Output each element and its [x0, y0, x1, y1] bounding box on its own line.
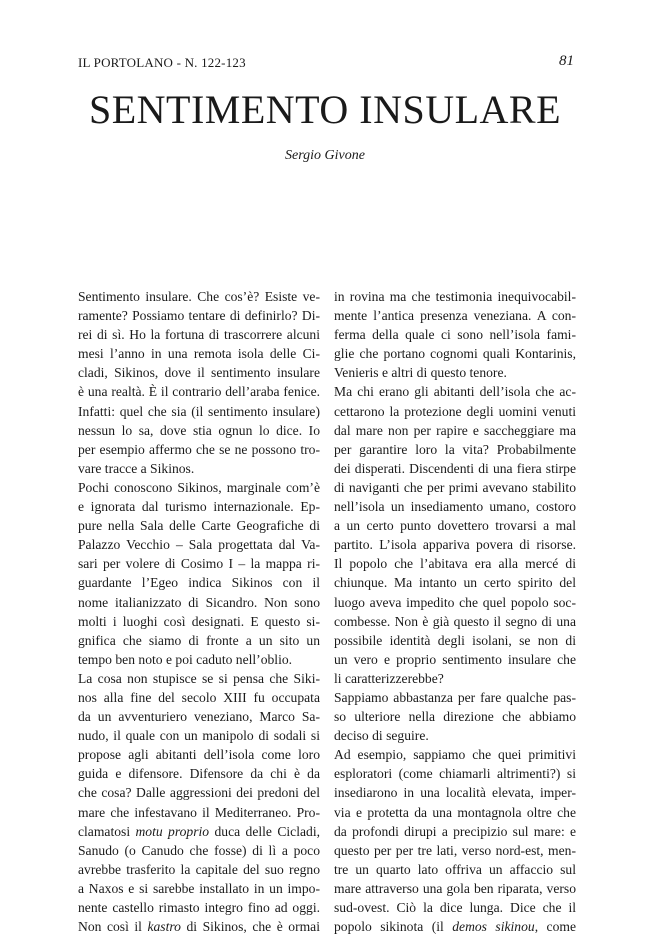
text-line: di naviganti che per primi avevano stabilito	[334, 479, 576, 495]
text-line: cladi, Sikinos, dove il sentimento insulare	[78, 365, 320, 381]
text-line: da profondi dirupi a precipizio sul mare: e	[334, 823, 576, 839]
text-line: nell’isola un insediamento umano, costoro	[334, 499, 576, 515]
text-line: pure nella Sala delle Carte Geografiche di	[78, 518, 320, 534]
text-line: Sentimento insulare. Che cos’è? Esiste ve-	[78, 289, 320, 304]
text-line: cettarono la protezione degli uomini venuti	[334, 403, 576, 419]
text-line: Sanudo (o Canudo che fosse) di lì a poco	[78, 842, 320, 858]
text-line: mente l’antica presenza veneziana. A con-	[334, 308, 576, 324]
text-line: da un avventuriero veneziano, Marco Sa-	[78, 709, 320, 725]
text-line: avrebbe trasferito la capitale del suo regno	[78, 861, 320, 877]
text-line: Infatti: quel che sia (il sentimento insulare)	[78, 403, 320, 419]
text-line: che cosa? Dalle aggressioni dei predoni del	[78, 785, 320, 801]
text-line: Sappiamo abbastanza per fare qualche pas-	[334, 689, 576, 705]
text-line: nos alla fine del secolo XIII fu occupata	[78, 689, 320, 705]
text-line: vare tracce a Sikinos.	[78, 460, 195, 476]
text-line: nome italianizzato di Sicandro. Non sono	[78, 594, 320, 610]
text-line: dal mare non per rapire e saccheggiare ma	[334, 422, 576, 438]
text-line: rei di sì. Ho la fortuna di trascorrere alcuni	[78, 327, 320, 343]
text-line: e ignorata dal turismo internazionale. Ep-	[78, 499, 320, 515]
page-number: 81	[559, 53, 574, 69]
text-line: per garantire loro la vita? Probabilmente	[334, 441, 576, 457]
text-line: popolo sikinota (il demos sikinou, come	[334, 919, 576, 935]
text-line: glie che portano cognomi quali Kontarinis,	[334, 346, 576, 362]
text-line: Ad esempio, sappiamo che quei primitivi	[334, 747, 576, 763]
text-line: La cosa non stupisce se si pensa che Siki-	[78, 670, 320, 686]
text-line: luogo aveva impedito che quel popolo soc-	[334, 594, 576, 610]
text-line: tempo ben noto e poi caduto nell’oblio.	[78, 651, 293, 667]
text-line: nudo, il quale con un manipolo di sodali si	[78, 728, 320, 744]
text-line: via e protetta da una montagnola oltre che	[334, 804, 576, 820]
text-line: ramente? Possiamo tentare di definirlo? Di-	[78, 308, 320, 324]
text-line: Non così il kastro di Sikinos, che è ormai	[78, 919, 320, 935]
article-author: Sergio Givone	[285, 148, 365, 163]
text-line: mare attraverso una gola ben riparata, verso	[334, 880, 576, 896]
text-line: Palazzo Vecchio – Sala progettata dal Va-	[78, 537, 320, 553]
text-line: chiunque. Ma intanto un certo spirito del	[334, 575, 576, 591]
text-line: Pochi conoscono Sikinos, marginale com’è	[78, 479, 320, 495]
text-line: tre un quarto lato offriva un affaccio sul	[334, 861, 576, 877]
right-text-column	[334, 287, 576, 936]
text-line: un vero e proprio sentimento insulare che	[334, 651, 576, 667]
text-line: deciso di seguire.	[334, 728, 429, 744]
text-line: partito. L’isola appariva povera di risorse.	[334, 537, 576, 553]
text-line: Il popolo che l’abitava era alla mercé di	[334, 556, 576, 572]
text-line: propose agli abitanti dell’isola come loro	[78, 747, 320, 763]
text-line: mesi l’anno in una remota isola delle Ci-	[78, 346, 320, 362]
text-line: nente castello rimasto integro fino ad oggi.	[78, 900, 320, 915]
article-title: SENTIMENTO INSULARE	[88, 87, 562, 132]
text-line: molti i luoghi così designati. E questo si-	[78, 613, 320, 629]
text-line: nessun lo sa, dove stia ognun lo dice. Io	[78, 422, 320, 438]
text-line: gnifica che siamo di fronte a un sito un	[78, 632, 320, 648]
text-line: è una realtà. È il contrario dell’araba fenice.	[78, 384, 320, 400]
text-line: sud-ovest. Ciò la dice lunga. Dice che il	[334, 900, 576, 915]
text-line: insediarono in una località elevata, imper-	[334, 785, 576, 801]
left-text-column	[78, 287, 320, 936]
text-line: ferma della quale ci sono nell’isola fami-	[334, 327, 576, 343]
text-line: esploratori (come chiamarli altrimenti?) si	[334, 766, 576, 782]
text-line: mare che infestavano il Mediterraneo. Pro-	[78, 804, 320, 820]
text-line: per esempio affermo che se ne possono tro-	[78, 441, 320, 457]
text-line: guida e difensore. Difensore da chi è da	[78, 766, 320, 782]
text-line: li caratterizzerebbe?	[334, 670, 444, 686]
text-line: sari per volere di Cosimo I – la mappa ri-	[78, 556, 320, 572]
text-line: questo per per tre lati, verso nord-est, men-	[334, 842, 576, 858]
text-line: guardante l’Egeo indica Sikinos con il	[78, 575, 320, 591]
text-line: a un certo punto dovettero trovarsi a mal	[334, 518, 576, 534]
text-line: combesse. Non è già questo il segno di una	[334, 613, 576, 629]
text-line: clamatosi motu proprio duca delle Cicladi,	[78, 823, 320, 839]
text-line: so ulteriore nella direzione che abbiamo	[334, 709, 576, 725]
text-line: dei disperati. Discendenti di una fiera stirpe	[334, 460, 576, 476]
running-head: IL PORTOLANO - N. 122-123	[78, 55, 246, 70]
text-line: Ma chi erano gli abitanti dell’isola che ac-	[334, 384, 576, 400]
text-line: Venieris e altri di questo tenore.	[334, 365, 507, 381]
text-line: possibile identità degli isolani, se non di	[334, 632, 576, 648]
text-line: in rovina ma che testimonia inequivocabil-	[334, 289, 576, 304]
text-line: a Naxos e si sarebbe installato in un impo-	[78, 880, 320, 896]
